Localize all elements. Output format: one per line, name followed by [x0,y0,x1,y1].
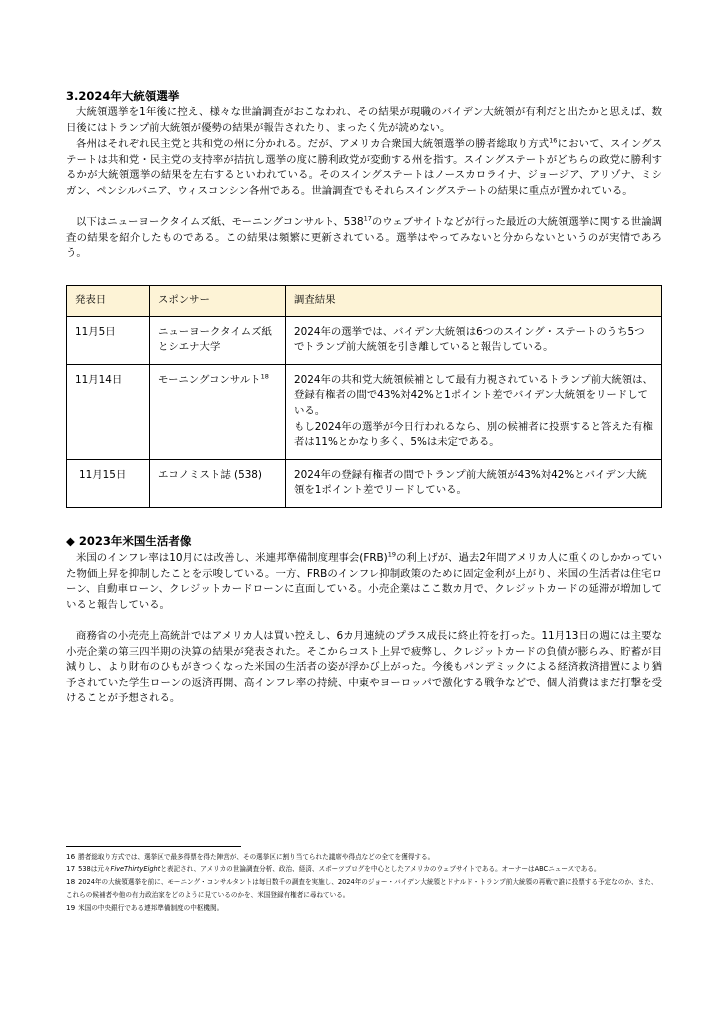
paragraph-swing-states-text-a: 各州はそれぞれ民主党と共和党の州に分かれる。だが、アメリカ合衆国大統領選挙の勝者総取り方式 [76,138,550,150]
footnote-ref-16[interactable]: 16 [549,136,558,145]
footnote-18 [66,875,662,902]
cell-sponsor: ニューヨークタイムズ紙とシエナ大学 [150,316,286,364]
footnote-number: 17 [66,864,76,873]
cell-sponsor: エコノミスト誌 (538) [150,459,286,507]
cell-sponsor-text: モーニングコンサルト [158,373,261,386]
cell-result-extra: もし2024年の選挙が今日行われるなら、別の候補者に投票すると答えた有権者は11%とかなり多く、5%は未定である。 [294,420,653,449]
cell-result [286,364,662,459]
table-row [67,316,662,364]
table-header-row [67,286,662,317]
footnotes [66,851,662,914]
footnote-text: 米国の中央銀行である連邦準備制度の中枢機関。 [78,904,224,912]
footnote-ref-17[interactable]: 17 [363,214,372,223]
table-row [67,364,662,459]
column-header-date: 発表日 [67,286,150,317]
cell-result: 2024年の登録有権者の間でトランプ前大統領が43%対42%とバイデン大統領を1ポイント差でリードしている。 [286,459,662,507]
poll-results-table [66,285,662,508]
paragraph-inflation-text-b: の利上げが、過去2年間アメリカ人に重くのしかかっていた物価上昇を抑制したことを示唆している。一方、FRBのインフレ抑制政策のために固定金利が上がり、米国の生活者は住宅ローン、自動車ローン、クレジットカードローンに直面している。小売企業はここ数カ月で、クレジットカードの延滞が増加していると報告している。 [66,552,662,611]
footnote-divider [66,846,241,847]
footnote-19 [66,902,662,914]
paragraph-retail-sales: 商務省の小売売上高統計ではアメリカ人は買い控えし、6カ月連続のプラス成長に終止符を打った。11月13日の週には主要な小売企業の第三四半期の決算の結果が発表された。そこからコスト上昇で疲弊し、クレジットカードの負債が膨らみ、貯蓄が目減りし、より財布のひもがきつくなった米国の生活者の姿が浮かび上がった。今後もパンデミックによる経済救済措置により猶予されていた学生ローンの返済再開、高インフレ率の持続、中東やヨーロッパで激化する戦争などで、個人消費はまだ打撃を受けることが予想される。 [66,630,662,705]
cell-sponsor [150,364,286,459]
section-title-consumer-text: 2023年米国生活者像 [78,534,192,548]
cell-date: 11月5日 [67,316,150,364]
paragraph-survey-intro-text-b: のウェブサイトなどが行った最近の大統領選挙に関する世論調査の結果を紹介したものである。この結果は頻繁に更新されている。選挙はやってみないと分からないというのが実情であろう。 [66,216,662,260]
footnote-text-b: と表記され、アメリカの世論調査分析、政治、経済、スポーツブログを中心としたアメリカのウェブサイトである。オーナーはABCニュースである。 [160,865,601,873]
footnote-ref-19[interactable]: 19 [387,550,397,559]
section-title-election: 3.2024年大統領選挙 [66,89,180,103]
paragraph-survey-intro-text-a: 以下はニューヨークタイムズ紙、モーニングコンサルト、538 [76,216,364,228]
footnote-17 [66,863,662,875]
paragraph-inflation [66,551,662,613]
column-header-sponsor: スポンサー [150,286,286,317]
diamond-bullet-icon: ◆ [66,534,75,548]
footnote-text: 2024年の大統領選挙を前に、モーニング・コンサルタントは毎日数千の調査を実施し、2024年のジョー・バイデン大統領とドナルド・トランプ前大統領の再戦で誰に投票する予定なのか、また、これらの候補者や他の有力政治家をどのように見ているのかを、米国登録有権者に尋ねている。 [66,878,658,899]
column-header-result: 調査結果 [286,286,662,317]
footnote-16 [66,851,662,863]
cell-date: 11月14日 [67,364,150,459]
table-row [67,459,662,507]
section-title-consumer [66,533,191,549]
footnote-number: 16 [66,852,76,861]
footnote-ref-18[interactable]: 18 [260,372,269,381]
paragraph-survey-intro [66,215,662,262]
paragraph-inflation-text-a: 米国のインフレ率は10月には改善し、米連邦準備制度理事会(FRB) [76,552,388,564]
cell-date-text: 11月15日 [79,468,127,481]
cell-date [67,459,150,507]
paragraph-swing-states [66,137,662,199]
footnote-text-em: FiveThirtyEight [110,865,161,873]
footnote-text: 勝者総取り方式では、選挙区で最多得票を得た陣営が、その選挙区に割り当てられた議席や得点などの全てを獲得する。 [78,853,435,861]
cell-result: 2024年の選挙では、バイデン大統領は6つのスイング・ステートのうち5つでトランプ前大統領を引き離していると報告している。 [286,316,662,364]
footnote-number: 18 [66,877,76,886]
paragraph-swing-states-text-b: において、スイングステートは共和党・民主党の支持率が拮抗し選挙の度に勝利政党が変動する州を指す。スイングステートがどちらの政党に勝利するかが大統領選挙の結果を左右するといわれている。そのスイングステートはノースカロライナ、ジョージア、アリゾナ、ミシガン、ペンシルバニア、ウィスコンシン各州である。世論調査でもそれらスイングステートの結果に重点が置かれている。 [66,138,662,197]
cell-result-text: 2024年の共和党大統領候補として最有力視されているトランプ前大統領は、登録有権者の間で43%対42%と1ポイント差でバイデン大統領をリードしている。 [294,373,653,417]
footnote-text-a: 538は元々 [78,865,111,873]
paragraph-election-intro: 大統領選挙を1年後に控え、様々な世論調査がおこなわれ、その結果が現職のバイデン大統領が有利だと出たかと思えば、数日後にはトランプ前大統領が優勢の結果が報告されたり、まったく先が読めない。 [66,106,662,134]
footnote-number: 19 [66,903,76,912]
